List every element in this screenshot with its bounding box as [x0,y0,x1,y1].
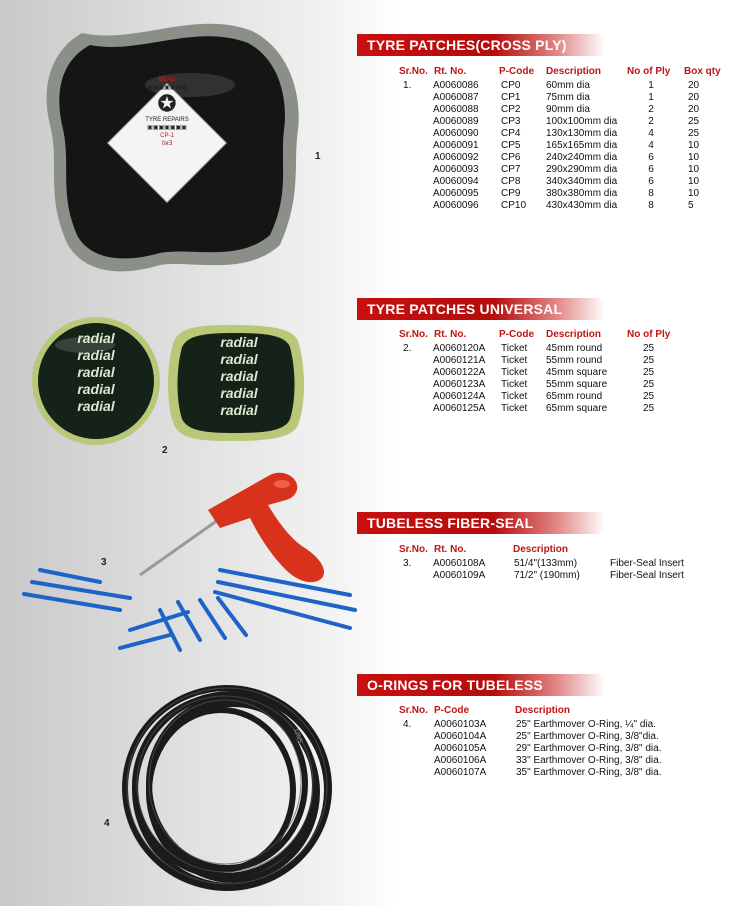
table-cell: 25 [643,355,655,366]
table-cell: A0060094 [433,176,479,187]
table-cell: A0060089 [433,116,479,127]
table-cell: CP1 [501,92,521,103]
table-cell: 25" Earthmover O-Ring, 3/8"dia. [516,731,659,742]
rt-no-column [433,343,485,415]
section-title-cross-ply: TYRE PATCHES(CROSS PLY) [357,34,605,56]
table-cell: A0060124A [433,391,486,402]
table-cell: A0060106A [434,755,487,766]
table-cell: Ticket [501,379,528,390]
table-cell: 6 [648,176,654,187]
table-cell: 25 [643,391,655,402]
table-cell: 4 [648,128,654,139]
image-number-1: 1 [315,151,321,162]
table-cell: 430x430mm dia [546,200,618,211]
insertion-tool [140,473,324,582]
table-cell: A0060121A [433,355,486,366]
sr-number: 3. [403,558,412,569]
table-cell: A0060108A [433,558,486,569]
table-cell: 340x340mm dia [546,176,618,187]
header-rt-no: Rt. No. [434,544,467,555]
table-cell: 165x165mm dia [546,140,618,151]
section-title-universal: TYRE PATCHES UNIVERSAL [357,298,605,320]
table-cell: 10 [688,152,700,163]
table-cell: Ticket [501,355,528,366]
table-cell: 60mm dia [546,80,590,91]
table-cell: A0060087 [433,92,479,103]
table-cell: Ticket [501,343,528,354]
table-cell: 130x130mm dia [546,128,618,139]
table-cell: CP3 [501,116,521,127]
table-cell: A0060093 [433,164,479,175]
table-cell: CP6 [501,152,521,163]
header-rt-no: Rt. No. [434,329,467,340]
insert-type-column [610,558,684,582]
section-title-fiber-seal: TUBELESS FIBER-SEAL [357,512,605,534]
table-cell: A0060088 [433,104,479,115]
box-qty-column [688,80,699,212]
sr-number: 4. [403,719,412,730]
table-cell: 2 [648,104,654,115]
image-number-4: 4 [104,818,110,829]
table-cell: 29" Earthmover O-Ring, 3/8" dia. [516,743,662,754]
table-cell: 1 [648,92,654,103]
header-description: Description [546,329,602,340]
table-cell: CP9 [501,188,521,199]
table-cell: 1 [648,80,654,91]
description-column [546,343,607,415]
table-cell: 25 [643,367,655,378]
p-code-column [501,80,526,212]
table-cell: Fiber-Seal Insert [610,558,684,569]
table-cell: CP4 [501,128,521,139]
table-cell: A0060086 [433,80,479,91]
table-cell: 65mm round [546,391,603,402]
header-sr-no: Sr.No. [399,329,428,340]
table-cell: 20 [688,92,700,103]
table-cell: A0060105A [434,743,487,754]
table-cell: 8 [648,200,654,211]
table-cell: CP10 [501,200,527,211]
table-cell: 25 [643,343,655,354]
table-cell: 20 [688,80,700,91]
sr-number: 2. [403,343,412,354]
header-box-qty: Box qty [684,66,721,77]
table-cell: 2 [648,116,654,127]
table-cell: A0060123A [433,379,486,390]
table-cell: A0060103A [434,719,487,730]
ply-column [644,80,658,212]
header-description: Description [515,705,571,716]
p-code-column [434,719,486,779]
header-rt-no: Rt. No. [434,66,467,77]
table-cell: A0060092 [433,152,479,163]
table-cell: 10 [688,140,700,151]
header-no-of-ply: No of Ply [627,329,671,340]
table-cell: 20 [688,104,700,115]
header-p-code: P-Code [434,705,469,716]
header-sr-no: Sr.No. [399,705,428,716]
header-no-of-ply: No of Ply [627,66,671,77]
fiber-seal-inserts [24,570,355,650]
header-sr-no: Sr.No. [399,544,428,555]
table-cell: A0060120A [433,343,486,354]
ply-column [643,343,654,415]
table-cell: 71/2" (190mm) [514,570,580,581]
table-cell: 45mm round [546,343,603,354]
table-cell: 4 [648,140,654,151]
header-description: Description [546,66,602,77]
table-cell: 10 [688,164,700,175]
logo-icon: ✪ [157,91,177,116]
table-cell: 290x290mm dia [546,164,618,175]
table-cell: 35" Earthmover O-Ring, 3/8" dia. [516,767,662,778]
description-column [516,719,662,779]
table-cell: A0060125A [433,403,486,414]
rt-no-column [433,80,479,212]
table-cell: 240x240mm dia [546,152,618,163]
table-cell: CP2 [501,104,521,115]
radial-text-round: radial radial radial radial radial [77,330,115,414]
table-cell: 90mm dia [546,104,590,115]
image-number-3: 3 [101,557,107,568]
patch-label-text: BEAD ▣▣▣▣▣▣▣ ✪ TYRE REPAIRS ▣▣▣▣▣▣▣ CP-1 0ᴙƎ [127,76,207,148]
o-ring-image [115,680,340,895]
table-cell: CP8 [501,176,521,187]
image-number-2: 2 [162,445,168,456]
table-cell: 25" Earthmover O-Ring, ¼" dia. [516,719,656,730]
table-cell: 55mm round [546,355,603,366]
table-cell: 25 [643,379,655,390]
table-cell: A0060122A [433,367,486,378]
table-cell: 10 [688,188,700,199]
o-ring-print: 125/5 [292,727,303,745]
header-description: Description [513,544,569,555]
table-cell: CP7 [501,164,521,175]
fiber-seal-image [10,470,370,660]
sr-number: 1. [403,80,412,91]
table-cell: 65mm square [546,403,608,414]
table-cell: 55mm square [546,379,608,390]
table-cell: A0060090 [433,128,479,139]
description-column [546,80,617,212]
cross-ply-patch-image [40,15,300,285]
radial-text-square: radial radial radial radial radial [220,334,258,418]
table-cell: A0060109A [433,570,486,581]
table-cell: 25 [688,128,700,139]
table-cell: A0060096 [433,200,479,211]
table-cell: 380x380mm dia [546,188,618,199]
table-cell: A0060104A [434,731,487,742]
table-cell: 25 [688,116,700,127]
table-cell: 10 [688,176,700,187]
table-cell: 6 [648,164,654,175]
table-cell: Ticket [501,391,528,402]
table-cell: Fiber-Seal Insert [610,570,684,581]
description-column [514,558,580,582]
table-cell: 25 [643,403,655,414]
table-cell: 6 [648,152,654,163]
table-cell: 33" Earthmover O-Ring, 3/8" dia. [516,755,662,766]
table-cell: Ticket [501,367,528,378]
header-p-code: P-Code [499,329,534,340]
table-cell: 45mm square [546,367,608,378]
table-cell: CP0 [501,80,521,91]
header-p-code: P-Code [499,66,534,77]
table-cell: 5 [688,200,694,211]
p-code-column [501,343,527,415]
header-sr-no: Sr.No. [399,66,428,77]
table-cell: A0060107A [434,767,487,778]
table-cell: A0060095 [433,188,479,199]
table-cell: 51/4"(133mm) [514,558,578,569]
table-cell: 75mm dia [546,92,590,103]
table-cell: 8 [648,188,654,199]
table-cell: A0060091 [433,140,479,151]
table-cell: CP5 [501,140,521,151]
section-title-o-rings: O-RINGS FOR TUBELESS [357,674,605,696]
table-cell: 100x100mm dia [546,116,618,127]
table-cell: Ticket [501,403,528,414]
rt-no-column [433,558,485,582]
